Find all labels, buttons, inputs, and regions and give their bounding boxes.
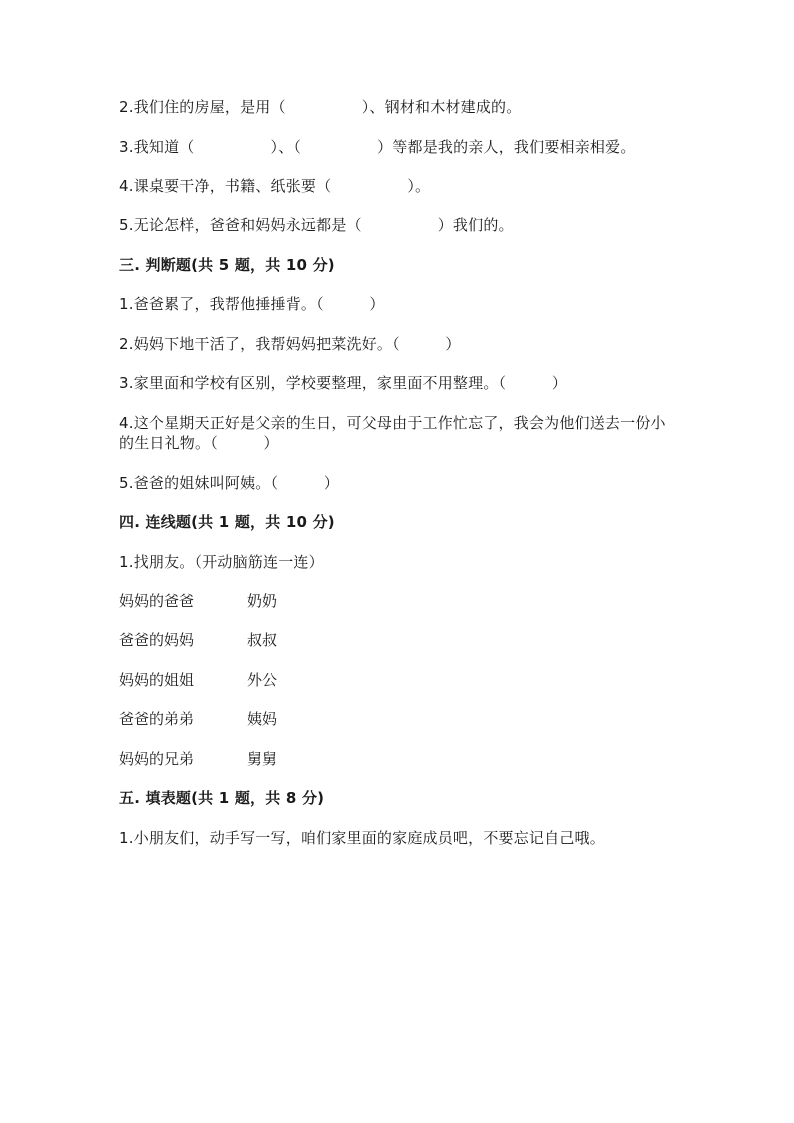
match-left-item[interactable]: 爸爸的妈妈 bbox=[119, 631, 195, 649]
fill-blank-item-4: 4.课桌要干净，书籍、纸张要（ ）。 bbox=[119, 177, 431, 195]
true-false-item-1: 1.爸爸累了，我帮他捶捶背。（ ） bbox=[119, 295, 385, 313]
match-left-item[interactable]: 妈妈的兄弟 bbox=[119, 750, 195, 768]
fill-blank-item-3: 3.我知道（ ）、（ ）等都是我的亲人，我们要相亲相爱。 bbox=[119, 138, 636, 156]
fill-blank-item-5: 5.无论怎样，爸爸和妈妈永远都是（ ）我们的。 bbox=[119, 216, 514, 234]
true-false-item-4: 4.这个星期天正好是父亲的生日，可父母由于工作忙忘了，我会为他们送去一份小的生日礼物。（ ） bbox=[119, 414, 666, 452]
match-right-item[interactable]: 奶奶 bbox=[247, 592, 278, 610]
true-false-item-5: 5.爸爸的姐妹叫阿姨。（ ） bbox=[119, 474, 340, 492]
section-heading-true-false: 三. 判断题(共 5 题，共 10 分) bbox=[119, 256, 335, 274]
match-left-item[interactable]: 妈妈的姐姐 bbox=[119, 671, 195, 689]
section-heading-matching: 四. 连线题(共 1 题，共 10 分) bbox=[119, 513, 335, 531]
matching-question: 1.找朋友。（开动脑筋连一连） bbox=[119, 553, 324, 571]
true-false-item-3: 3.家里面和学校有区别，学校要整理，家里面不用整理。（ ） bbox=[119, 374, 568, 392]
match-left-item[interactable]: 爸爸的弟弟 bbox=[119, 710, 195, 728]
fill-blank-item-2: 2.我们住的房屋，是用（ ）、钢材和木材建成的。 bbox=[119, 98, 522, 116]
fill-table-question: 1.小朋友们，动手写一写，咱们家里面的家庭成员吧，不要忘记自己哦。 bbox=[119, 829, 605, 847]
match-left-item[interactable]: 妈妈的爸爸 bbox=[119, 592, 195, 610]
match-right-item[interactable]: 舅舅 bbox=[247, 750, 278, 768]
match-right-item[interactable]: 外公 bbox=[247, 671, 278, 689]
true-false-item-2: 2.妈妈下地干活了，我帮妈妈把菜洗好。（ ） bbox=[119, 335, 461, 353]
section-heading-fill-table: 五. 填表题(共 1 题，共 8 分) bbox=[119, 789, 325, 807]
match-right-item[interactable]: 叔叔 bbox=[247, 631, 278, 649]
match-right-item[interactable]: 姨妈 bbox=[247, 710, 278, 728]
